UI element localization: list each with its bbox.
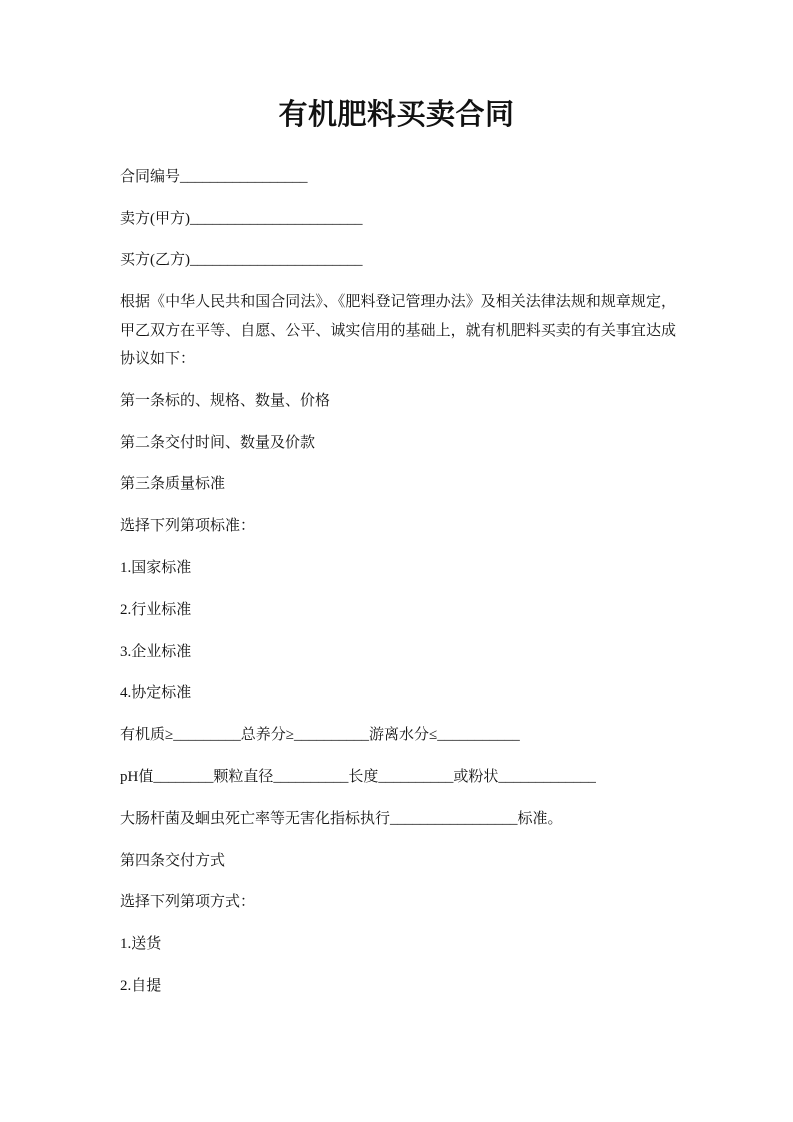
document-body [120, 163, 676, 1014]
article-2-heading: 第二条交付时间、数量及价款 [120, 434, 316, 451]
preamble-paragraph: 根据《中华人民共和国合同法》、《肥料登记管理办法》及相关法律法规和规章规定，甲乙双方在平等、自愿、公平、诚实信用的基础上，就有机肥料买卖的有关事宜达成协议如下： [120, 294, 676, 367]
standard-option: 4.协定标准 [120, 685, 192, 702]
document-title: 有机肥料买卖合同 [278, 99, 515, 131]
harmless-indicators-line: 大肠杆菌及蛔虫死亡率等无害化指标执行_________________标准。 [120, 810, 563, 827]
standard-option: 2.行业标准 [120, 601, 192, 618]
seller-line: 卖方(甲方)_______________________ [120, 210, 363, 227]
article-3-instruction: 选择下列第项标准： [120, 518, 256, 535]
standard-option: 3.企业标准 [120, 643, 192, 660]
buyer-line: 买方(乙方)_______________________ [120, 252, 363, 269]
article-1-heading: 第一条标的、规格、数量、价格 [120, 392, 331, 409]
physical-indicators-line: pH值________颗粒直径__________长度__________或粉状_____________ [120, 768, 596, 785]
quality-indicators-line: 有机质≥_________总养分≥__________游离水分≤___________ [120, 727, 520, 744]
contract-number-line: 合同编号_________________ [120, 168, 308, 185]
delivery-option: 1.送货 [120, 936, 162, 953]
delivery-option: 2.自提 [120, 977, 162, 994]
article-3-heading: 第三条质量标准 [120, 476, 226, 493]
standard-option: 1.国家标准 [120, 559, 192, 576]
article-4-heading: 第四条交付方式 [120, 852, 226, 869]
article-4-instruction: 选择下列第项方式： [120, 894, 256, 911]
